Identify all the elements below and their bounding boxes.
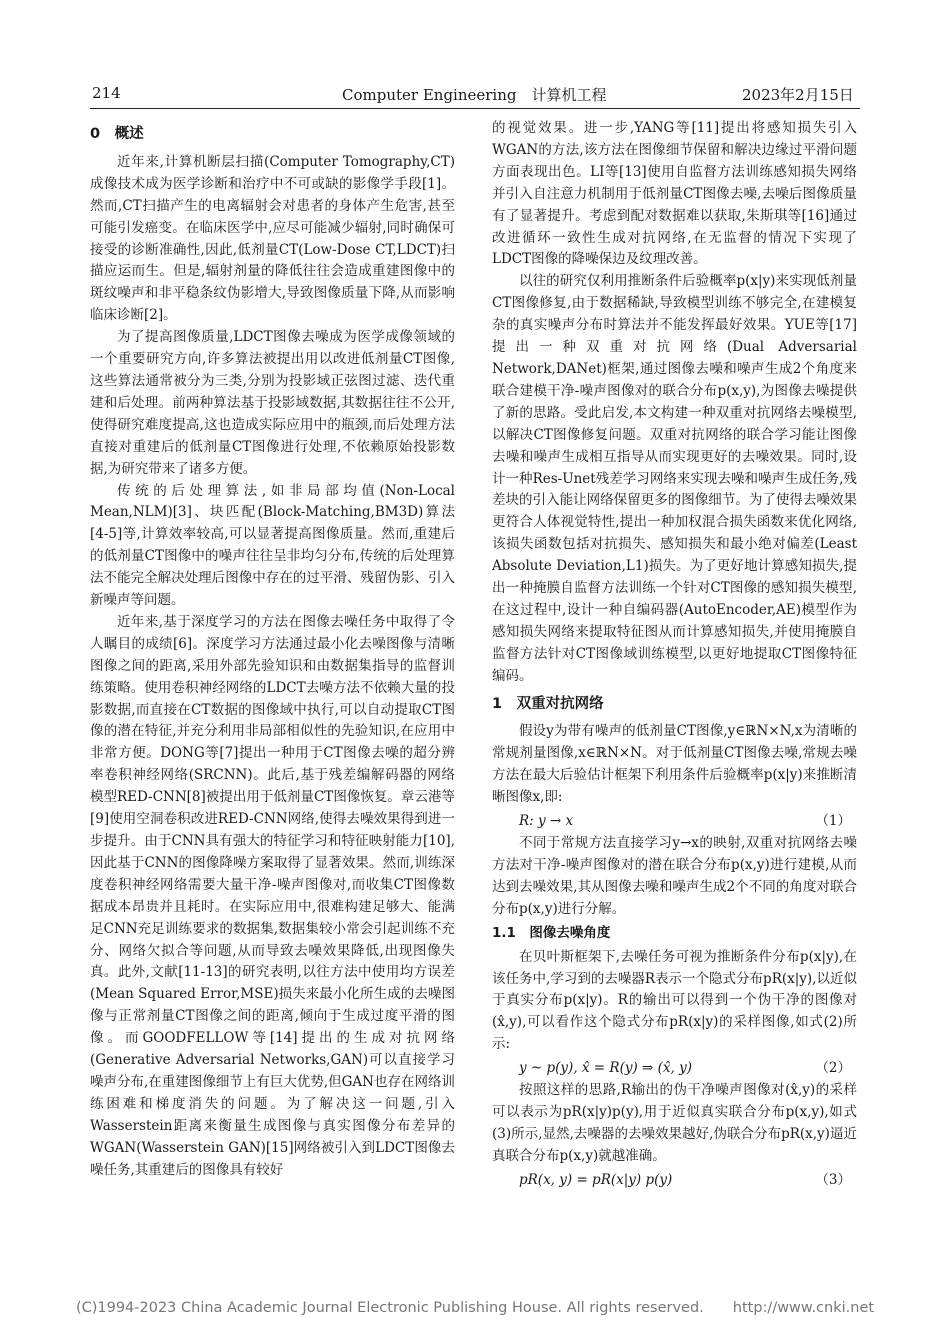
equation-number: （1） bbox=[815, 813, 851, 830]
section-1-title: 1 双重对抗网络 bbox=[492, 695, 604, 712]
paragraph: 假设y为带有噪声的低剂量CT图像,y∈ℝN×N,x为清晰的常规剂量图像,x∈ℝN×N。对于低剂量CT图像去噪,常规去噪方法在最大后验估计框架下利用条件后验概率p(x|y)来推断清晰图像x,即: bbox=[492, 723, 857, 806]
equation-body: R: y → x bbox=[519, 813, 574, 830]
paragraph: 不同于常规方法直接学习y→x的映射,双重对抗网络去噪方法对干净-噪声图像对的潜在联合分布p(x,y)进行建模,从而达到去噪效果,其从图像去噪和噪声生成2个不同的角度对联合分布p(x,y)进行分解。 bbox=[492, 835, 857, 917]
left-column bbox=[90, 118, 455, 1182]
paragraph: 在贝叶斯框架下,去噪任务可视为推断条件分布p(x|y),在该任务中,学习到的去噪器R表示一个隐式分布pR(x|y),以近似于真实分布p(x|y)。R的输出可以得到一个伪干净的图像对(x̂,y),可以看作这个隐式分布pR(x|y)的采样图像,如式(2)所示: bbox=[492, 948, 857, 1053]
paragraph: 近年来,基于深度学习的方法在图像去噪任务中取得了令人瞩目的成绩[6]。深度学习方法通过最小化去噪图像与清晰图像之间的距离,采用外部先验知识和由数据集指导的监督训练策略。使用卷积神经网络的LDCT去噪方法不依赖大量的投影数据,而直接在CT数据的图像域中执行,可以自动提取CT图像的潜在特征,并充分利用非局部相似性的先验知识,在应用中非常方便。DONG等[7]提出一种用于CT图像去噪的超分辨率卷积神经网络(SRCNN)。此后,基于残差编解码器的网络模型RED-CNN[8]被提出用于低剂量CT图像恢复。章云港等[9]使用空洞卷积改进RED-CNN网络,使得去噪效果得到进一步提升。由于CNN具有强大的特征学习和特征映射能力[10],因此基于CNN的图像降噪方案取得了显著效果。然而,训练深度卷积神经网络需要大量干净-噪声图像对,而收集CT图像数据成本昂贵并且耗时。在实际应用中,很难构建足够大、能满足CNN充足训练要求的数据集,数据集较小常会引起训练不充分、网络欠拟合等问题,从而导致去噪效果降低,出现图像失真。此外,文献[11-13]的研究表明,以往方法中使用均方误差(Mean Squared Error,MSE)损失来最小化所生成的去噪图像与正常剂量CT图像之间的距离,倾向于生成过度平滑的图像。而GOODFELLOW等[14]提出的生成对抗网络(Generative Adversarial Networks,GAN)可以直接学习噪声分布,在重建图像细节上有巨大优势,但GAN也存在网络训练困难和梯度消失的问题。为了解决这一问题,引入Wasserstein距离来衡量生成图像与真实图像分布差异的WGAN(Wasserstein GAN)[15]网络被引入到LDCT图像去噪任务,其重建后的图像具有较好 bbox=[90, 613, 455, 1178]
paragraph: 以往的研究仅利用推断条件后验概率p(x|y)来实现低剂量CT图像修复,由于数据稀缺,导致模型训练不够完全,在建模复杂的真实噪声分布时算法并不能发挥最好效果。YUE等[17]提出一种双重对抗网络(Dual Adversarial Network,DANet)框架,通过图像去噪和噪声生成2个角度来联合建模干净-噪声图像对的联合分布p(x,y),为图像去噪提供了新的思路。受此启发,本文构建一种双重对抗网络去噪模型,以解决CT图像修复问题。双重对抗网络的联合学习能让图像去噪和噪声生成相互指导从而实现更好的去噪效果。同时,设计一种Res-Unet残差学习网络来实现去噪和噪声生成任务,残差块的引入能让网络保留更多的图像细节。为了使得去噪效果更符合人体视觉特性,提出一种加权混合损失函数来优化网络,该损失函数包括对抗损失、感知损失和最小绝对偏差(Least Absolute Deviation,L1)损失。为了更好地计算感知损失,提出一种掩膜自监督方法训练一个针对CT图像的感知损失模型,在这过程中,设计一种自编码器(AutoEncoder,AE)模型作为感知损失网络来提取特征图从而计算感知损失,并使用掩膜自监督方法针对CT图像域训练模型,以更好地提取CT图像特征编码。 bbox=[492, 273, 857, 684]
right-column bbox=[492, 118, 857, 1192]
paragraph: 的视觉效果。进一步,YANG等[11]提出将感知损失引入WGAN的方法,该方法在图像细节保留和解决边缘过平滑问题方面表现出色。LI等[13]使用自监督方法训练感知损失网络并引入自注意力机制用于低剂量CT图像去噪,去噪后图像质量有了显著提升。考虑到配对数据难以获取,朱斯琪等[16]通过改进循环一致性生成对抗网络,在无监督的情况下实现了LDCT图像的降噪保边及纹理改善。 bbox=[492, 120, 857, 268]
issue-date: 2023年2月15日 bbox=[742, 86, 854, 104]
equation-number: （3） bbox=[815, 1171, 851, 1188]
equation-body: y ~ p(y), x̂ = R(y) ⇒ (x̂, y) bbox=[519, 1060, 692, 1077]
section-1-1-title: 1.1 图像去噪角度 bbox=[492, 924, 611, 941]
paragraph: 传统的后处理算法,如非局部均值(Non-Local Mean,NLM)[3]、块匹配(Block-Matching,BM3D)算法[4-5]等,计算效率较高,可以显著提高图像质量。然而,重建后的低剂量CT图像中的噪声往往呈非均匀分布,传统的后处理算法不能完全解决处理后图像中存在的过平滑、残留伪影、引入新噪声等问题。 bbox=[90, 482, 455, 609]
page-number: 214 bbox=[92, 84, 121, 102]
equation-number: （2） bbox=[815, 1060, 851, 1077]
equation-2 bbox=[492, 1056, 857, 1080]
equation-body: pR(x, y) = pR(x|y) p(y) bbox=[519, 1171, 673, 1188]
journal-name: Computer Engineering 计算机工程 bbox=[342, 86, 607, 104]
copyright-footer: (C)1994-2023 China Academic Journal Electronic Publishing House. All rights reserved. http://www.cnki.net bbox=[75, 1300, 875, 1316]
paragraph: 近年来,计算机断层扫描(Computer Tomography,CT)成像技术成为医学诊断和治疗中不可或缺的影像学手段[1]。然而,CT扫描产生的电离辐射会对患者的身体产生危害,甚至可能引发癌变。在临床医学中,应尽可能减少辐射,同时确保可接受的诊断准确性,因此,低剂量CT(Low-Dose CT,LDCT)扫描应运而生。但是,辐射剂量的降低往往会造成重建图像中的斑纹噪声和非平稳条纹伪影增大,导致图像质量下降,从而影响临床诊断[2]。 bbox=[90, 153, 455, 324]
paragraph: 为了提高图像质量,LDCT图像去噪成为医学成像领域的一个重要研究方向,许多算法被提出用以改进低剂量CT图像,这些算法通常被分为三类,分别为投影域正弦图过滤、迭代重建和后处理。前两种算法基于投影域数据,其数据往往不公开,使得研究难度提高,这也造成实际应用中的瓶颈,而后处理方法直接对重建后的低剂量CT图像进行处理,不依赖原始投影数据,为研究带来了诸多方便。 bbox=[90, 329, 455, 477]
paragraph: 按照这样的思路,R输出的伪干净噪声图像对(x̂,y)的采样可以表示为pR(x|y)p(y),用于近似真实联合分布p(x,y),如式(3)所示,显然,去噪器的去噪效果越好,伪联合分布pR(x,y)逼近真联合分布p(x,y)就越准确。 bbox=[492, 1082, 857, 1164]
section-0-title: 0 概述 bbox=[90, 126, 144, 142]
equation-1 bbox=[492, 809, 857, 833]
equation-3 bbox=[492, 1168, 857, 1192]
header-rule bbox=[90, 108, 860, 109]
